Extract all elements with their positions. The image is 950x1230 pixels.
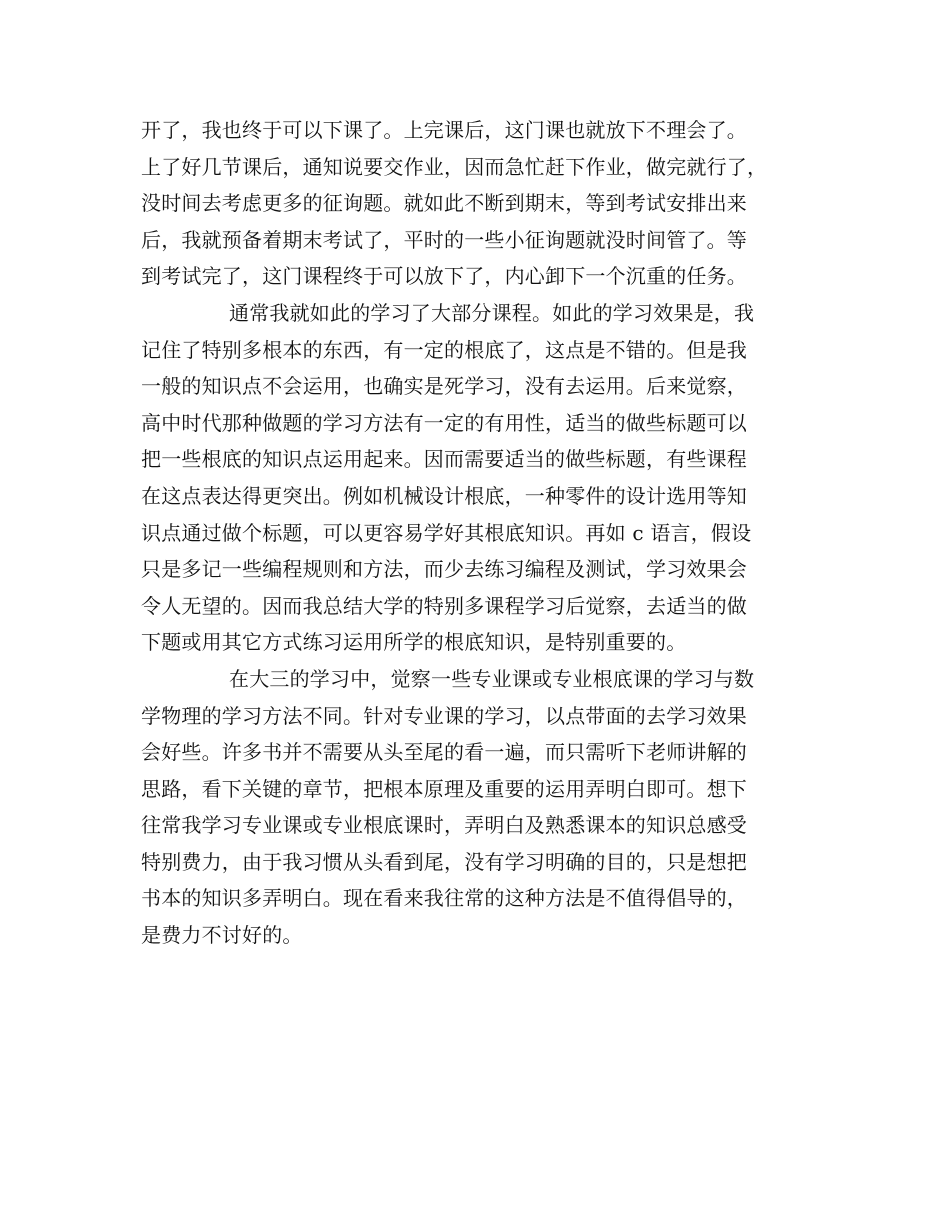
text-line: 记住了特别多根本的东西，有一定的根底了，这点是不错的。但是我 bbox=[141, 337, 747, 362]
text-line: 下题或用其它方式练习运用所学的根底知识，是特别重要的。 bbox=[141, 630, 687, 655]
text-line: 到考试完了，这门课程终于可以放下了，内心卸下一个沉重的任务。 bbox=[141, 264, 747, 289]
text-line: 学物理的学习方法不同。针对专业课的学习，以点带面的去学习效果 bbox=[141, 703, 747, 728]
text-line: 在这点表达得更突出。例如机械设计根底，一种零件的设计选用等知 bbox=[141, 483, 747, 508]
text-line: 一般的知识点不会运用，也确实是死学习，没有去运用。后来觉察， bbox=[141, 374, 747, 399]
text-line: 通常我就如此的学习了大部分课程。如此的学习效果是，我 bbox=[229, 300, 755, 325]
paragraph-2 bbox=[141, 295, 821, 661]
text-line: 特别费力，由于我习惯从头看到尾，没有学习明确的目的，只是想把 bbox=[141, 849, 747, 874]
text-line: 往常我学习专业课或专业根底课时，弄明白及熟悉课本的知识总感受 bbox=[141, 813, 747, 838]
text-line: 只是多记一些编程规则和方法，而少去练习编程及测试，学习效果会 bbox=[141, 557, 747, 582]
text-line: 识点通过做个标题，可以更容易学好其根底知识。再如 c 语言，假设 bbox=[141, 520, 752, 545]
text-line: 没时间去考虑更多的征询题。就如此不断到期末，等到考试安排出来 bbox=[141, 191, 747, 216]
text-line: 在大三的学习中，觉察一些专业课或专业根底课的学习与数 bbox=[229, 666, 755, 691]
text-line: 是费力不讨好的。 bbox=[141, 923, 303, 948]
text-line: 思路，看下关键的章节，把根本原理及重要的运用弄明白即可。想下 bbox=[141, 776, 747, 801]
text-line: 令人无望的。因而我总结大学的特别多课程学习后觉察，去适当的做 bbox=[141, 593, 747, 618]
text-line: 高中时代那种做题的学习方法有一定的有用性，适当的做些标题可以 bbox=[141, 410, 747, 435]
text-line: 后，我就预备着期末考试了，平时的一些小征询题就没时间管了。等 bbox=[141, 227, 747, 252]
paragraph-1 bbox=[141, 112, 821, 295]
text-line: 开了，我也终于可以下课了。上完课后，这门课也就放下不理会了。 bbox=[141, 118, 747, 142]
text-line: 把一些根底的知识点运用起来。因而需要适当的做些标题，有些课程 bbox=[141, 447, 747, 472]
paragraph-3 bbox=[141, 661, 821, 954]
body-text bbox=[141, 112, 821, 954]
text-line: 书本的知识多弄明白。现在看来我往常的这种方法是不值得倡导的， bbox=[141, 886, 747, 911]
text-line: 上了好几节课后，通知说要交作业，因而急忙赶下作业，做完就行了， bbox=[141, 154, 768, 179]
text-line: 会好些。许多书并不需要从头至尾的看一遍，而只需听下老师讲解的 bbox=[141, 740, 747, 765]
